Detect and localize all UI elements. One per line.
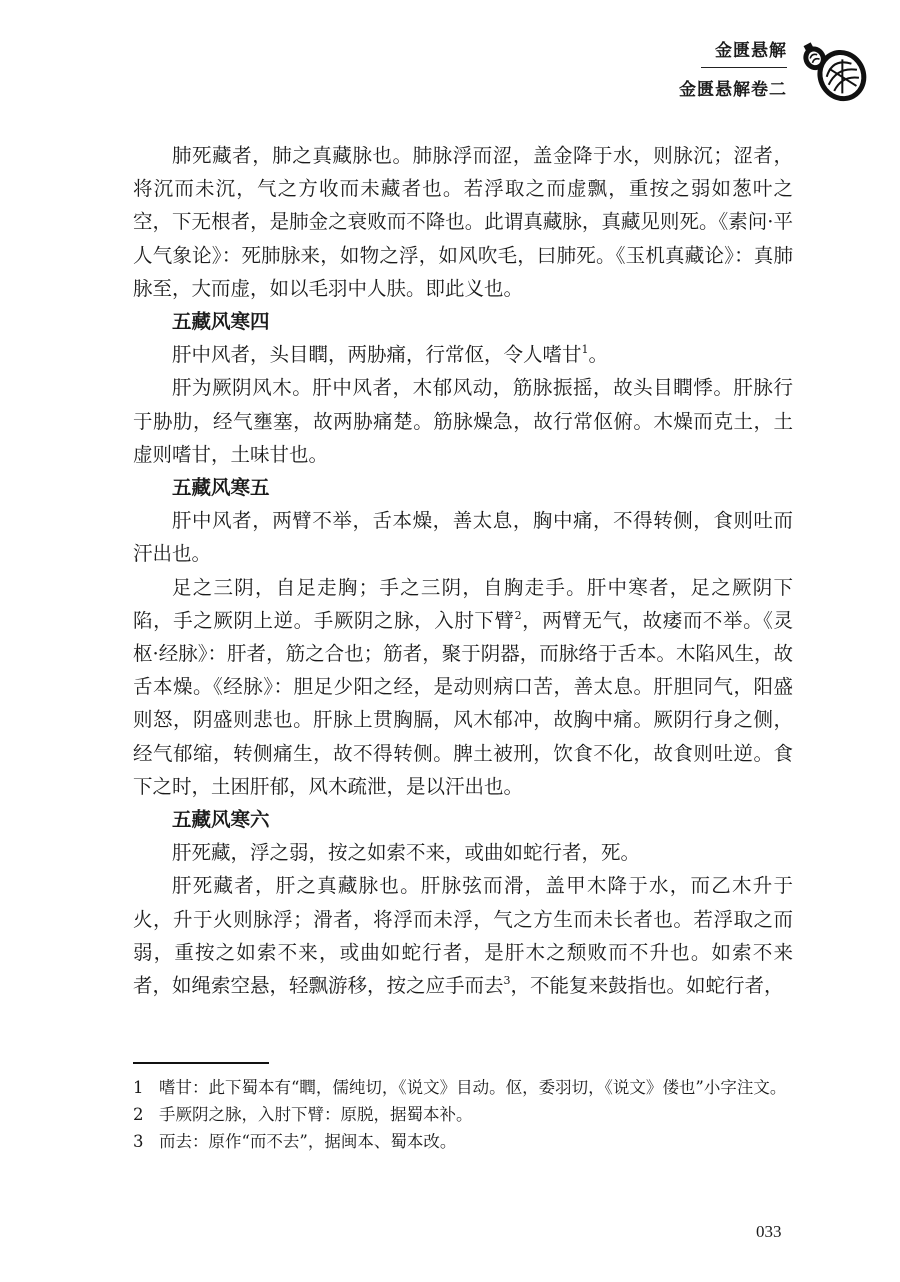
- paragraph-lung-dead-zang: 肺死藏者，肺之真藏脉也。肺脉浮而涩，盖金降于水，则脉沉；涩者，将沉而未沉，气之方收而未藏者也。若浮取之而虚飘，重按之弱如葱叶之空，下无根者，是肺金之衰败而不降也。此谓真藏脉，真藏见则死。《素问·平人气象论》：死肺脉来，如物之浮，如风吹毛，曰肺死。《玉机真藏论》：真肺脉至，大而虚，如以毛羽中人肤。即此义也。: [133, 144, 793, 300]
- footnote-text: 嗜甘：此下蜀本有“瞤，儒纯切，《说文》目动。伛，委羽切，《说文》偻也”小字注文。: [159, 1078, 787, 1097]
- footnote-text: 而去：原作“而不去”，据闽本、蜀本改。: [159, 1132, 457, 1151]
- header-chapter-title: 金匮悬解卷二: [679, 80, 787, 100]
- commentary-5-part-b: ，两臂无气，故痿而不举。《灵枢·经脉》：肝者，筋之合也；筋者，聚于阴器，而脉络于舌本。木陷风生，故舌本燥。《经脉》：胆足少阳之经，是动则病口苦，善太息。肝胆同气，阳盛则怒，阴盛则悲也。肝脉上贯胸膈，风木郁冲，故胸中痛。厥阴行身之侧，经气郁缩，转侧痛生，故不得转侧。脾土被刑，饮食不化，故食则吐逆。食下之时，土困肝郁，风木疏泄，是以汗出也。: [133, 608, 793, 798]
- verse-4-text: 肝中风者，头目瞤，两胁痛，行常伛，令人嗜甘: [172, 343, 582, 367]
- footnote-2: [133, 1101, 793, 1128]
- commentary-5-part-a: 足之三阴，自足走胸；手之三阴，自胸走手。肝中寒者，足之厥阴下陷，手之厥阴上逆。手厥阴之脉，入肘下臂: [133, 575, 793, 632]
- footnote-1: [133, 1074, 793, 1101]
- verse-5: 肝中风者，两臂不举，舌本燥，善太息，胸中痛，不得转侧，食则吐而汗出也。: [133, 509, 793, 566]
- footnote-rule: [133, 1062, 269, 1064]
- footnotes: [133, 1074, 793, 1155]
- footnote-ref-2[interactable]: 2: [514, 608, 522, 622]
- footnote-number: 3: [133, 1132, 144, 1151]
- section-heading-6: 五藏风寒六: [172, 808, 270, 832]
- section-heading-4: 五藏风寒四: [172, 310, 270, 334]
- verse-6: 肝死藏，浮之弱，按之如索不来，或曲如蛇行者，死。: [172, 841, 641, 865]
- footnote-text: 手厥阴之脉，入肘下臂：原脱，据蜀本补。: [159, 1105, 473, 1124]
- commentary-6-part-b: ，不能复来鼓指也。如蛇行者，: [510, 974, 784, 998]
- paragraph-commentary-4: 肝为厥阴风木。肝中风者，木郁风动，筋脉振摇，故头目瞤悸。肝脉行于胁肋，经气壅塞，故两胁痛楚。筋脉燥急，故行常伛俯。木燥而克土，土虚则嗜甘，土味甘也。: [133, 376, 793, 466]
- paragraph-commentary-6: [133, 869, 793, 1002]
- paragraph-commentary-5: [133, 571, 793, 803]
- section-heading-5: 五藏风寒五: [172, 476, 270, 500]
- footnote-ref-3[interactable]: 3: [503, 974, 511, 988]
- header-rule: [701, 67, 787, 68]
- footnote-number: 2: [133, 1105, 144, 1124]
- header-book-title: 金匮悬解: [715, 41, 787, 61]
- footnote-ref-1[interactable]: 1: [581, 343, 589, 357]
- footnote-number: 1: [133, 1078, 144, 1097]
- page-number: 033: [756, 1222, 782, 1241]
- verse-4: [133, 338, 793, 371]
- footnote-3: [133, 1128, 793, 1155]
- main-text: [133, 139, 793, 1002]
- verse-4-end: 。: [588, 343, 609, 367]
- commentary-6-part-a: 肝死藏者，肝之真藏脉也。肝脉弦而滑，盖甲木降于水，而乙木升于火，升于火则脉浮；滑者，将浮而未浮，气之方生而未长者也。若浮取之而弱，重按之如索不来，或曲如蛇行者，是肝木之颓败而不升也。如索不来者，如绳索空悬，轻飘游移，按之应手而去: [133, 874, 793, 998]
- gourd-emblem-icon: [800, 28, 870, 110]
